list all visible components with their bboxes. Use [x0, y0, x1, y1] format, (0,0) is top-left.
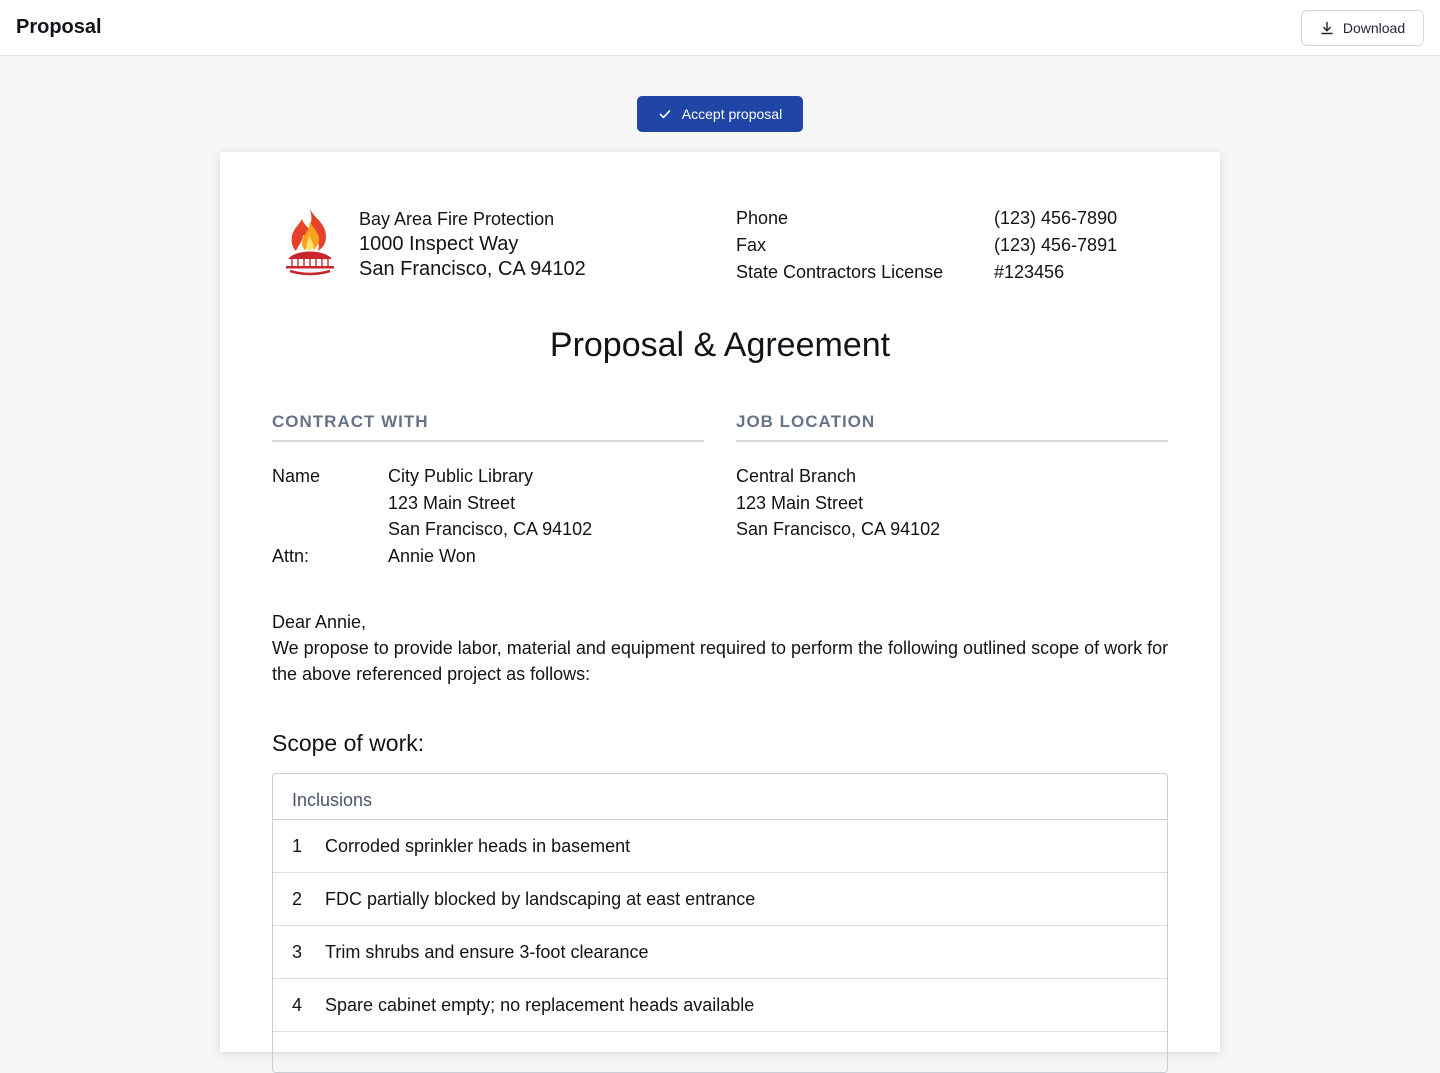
attn-label: Attn:: [272, 545, 310, 566]
company-address-line2: San Francisco, CA 94102: [359, 258, 586, 280]
contact-info: [736, 205, 1117, 286]
job-location-name: Central Branch: [736, 466, 857, 486]
top-bar: [0, 0, 1440, 56]
job-address-line2: San Francisco, CA 94102: [736, 519, 941, 540]
company-address-line1: 1000 Inspect Way: [359, 233, 519, 255]
company-info: [359, 207, 586, 282]
table-header: Inclusions: [273, 774, 1167, 820]
phone-value: (123) 456-7890: [994, 208, 1118, 228]
fax-value: (123) 456-7891: [994, 235, 1118, 255]
client-address-line1: 123 Main Street: [388, 492, 516, 513]
row-text: FDC partially blocked by landscaping at east entrance: [325, 888, 756, 909]
download-icon: [1320, 21, 1334, 35]
table-row: [273, 873, 1167, 926]
job-location-details: [736, 463, 940, 543]
proposal-document: [220, 152, 1220, 1052]
job-address-line1: 123 Main Street: [736, 492, 864, 513]
company-name: Bay Area Fire Protection: [359, 209, 555, 229]
contact-row-phone: [736, 205, 1117, 232]
document-title: Proposal & Agreement: [549, 326, 891, 364]
scope-table: [272, 773, 1168, 1073]
row-number: 2: [292, 888, 303, 909]
client-name: City Public Library: [388, 466, 534, 486]
accept-proposal-button[interactable]: [637, 96, 803, 132]
download-label: Download: [1342, 20, 1406, 36]
accept-proposal-label: Accept proposal: [681, 106, 783, 122]
contact-row-fax: [736, 232, 1117, 259]
row-number: 4: [292, 994, 303, 1015]
download-button[interactable]: [1301, 10, 1424, 46]
check-icon: [658, 107, 672, 121]
table-row: [273, 820, 1167, 873]
row-text: Corroded sprinkler heads in basement: [325, 835, 631, 856]
company-logo: [282, 207, 338, 277]
attn-name: Annie Won: [388, 545, 476, 566]
table-row: [273, 979, 1167, 1032]
row-text: Trim shrubs and ensure 3-foot clearance: [325, 941, 649, 962]
name-label: Name: [272, 466, 321, 486]
license-label: State Contractors License: [736, 262, 944, 282]
job-location-heading: JOB LOCATION: [736, 412, 1168, 442]
cover-letter: [272, 609, 1172, 687]
client-address-line2: San Francisco, CA 94102: [388, 519, 593, 540]
row-number: 1: [292, 835, 303, 856]
contract-with-details: [272, 463, 592, 569]
contract-with-heading: CONTRACT WITH: [272, 412, 704, 442]
phone-label: Phone: [736, 208, 789, 228]
scope-heading: Scope of work:: [272, 730, 425, 756]
row-text: Spare cabinet empty; no replacement heads available: [325, 994, 755, 1015]
fax-label: Fax: [736, 235, 767, 255]
letter-body: We propose to provide labor, material and equipment required to perform the following outlined scope of work for the above referenced project as follows:: [272, 638, 1169, 684]
page-title: Proposal: [16, 16, 102, 38]
row-number: 3: [292, 941, 303, 962]
license-value: #123456: [994, 262, 1065, 282]
table-row: [273, 926, 1167, 979]
letter-greeting: Dear Annie,: [272, 612, 367, 632]
contact-row-license: [736, 259, 1117, 286]
